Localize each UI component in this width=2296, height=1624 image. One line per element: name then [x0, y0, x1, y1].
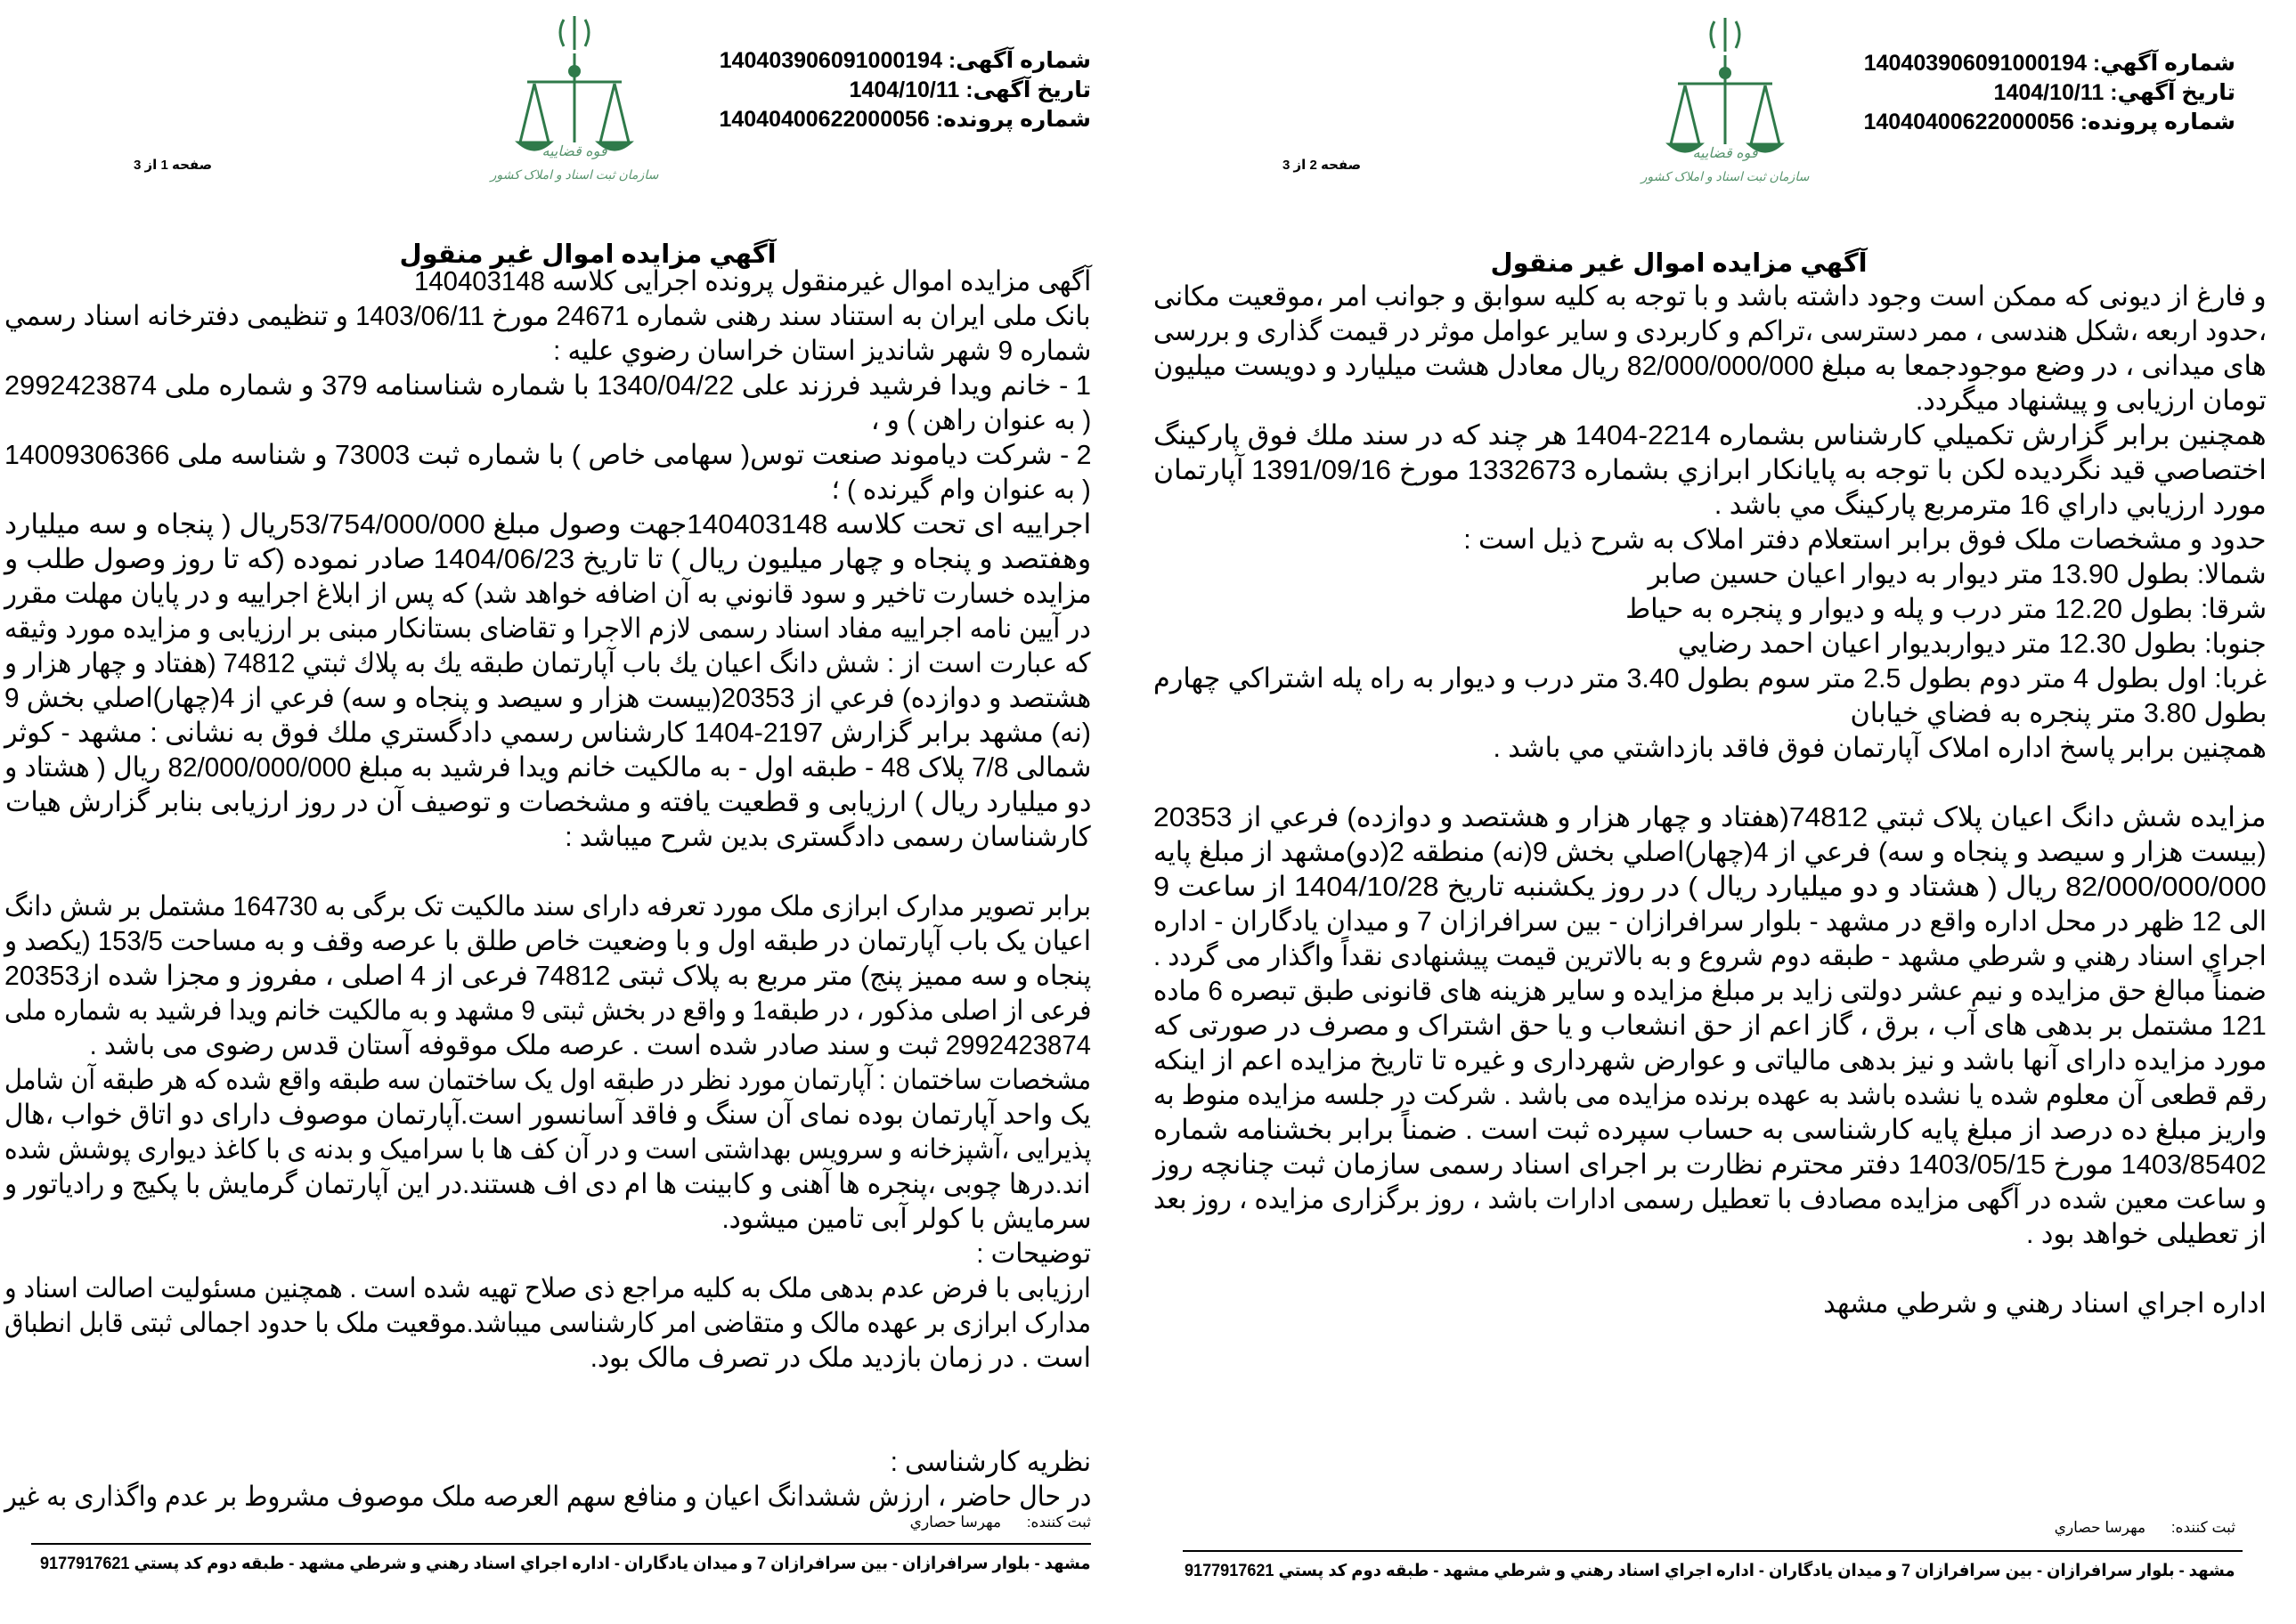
body-line-text: شمالا: بطول 13.90 متر دیوار به دیوار اعیان حسین صابر	[1648, 558, 2267, 589]
body-line	[1153, 383, 2267, 418]
footer-divider	[31, 1543, 1091, 1545]
body-line-text: (بیست هزار و سیصد و پنجاه و سه) فرعي از 4(چهار)اصلي بخش 9(نه) منطقه 2(دو)مشهد از مبلغ پایه	[1153, 836, 2267, 867]
body-line-text: رقم قطعی آن معلوم شده یا نشده باشد به عهده برنده مزایده می باشد . شرکت در جلسه مزایده منوط به	[1152, 1079, 2267, 1110]
notice-title: آگهي مزايده اموال غير منقول	[399, 240, 777, 269]
notice-body	[1153, 279, 2267, 1320]
body-line-text: اختصاصي قيد نگرديده لكن با توجه به پايانكار ابرازي بشماره 1332673 مورخ 1391/09/16 آپارتمان	[1153, 454, 2267, 485]
body-line	[1153, 1077, 2267, 1112]
body-line-text: در آیین نامه اجراییه مفاد اسناد رسمی لازم الاجرا و تقاضای بستانکار مبنی بر ارزیابی و مزایده مورد وثیقه	[4, 613, 1091, 644]
body-line-text: الی 12 ظهر در محل اداره واقع در مشهد - بلوار سرافرازان - بین سرافرازان 7 و میدان یادگاران - اداره	[1152, 905, 2267, 937]
body-line	[4, 611, 1091, 646]
body-line-text: از تعطیلی خواهد بود .	[2026, 1218, 2267, 1249]
body-line-text: بانک ملی ایران به استناد سند رهنی شماره 24671 مورخ 1403/06/11 و تنظیمی دفترخانه اسناد رسمي	[4, 300, 1091, 331]
body-line-text: تومان ارزیابی و پیشنهاد میگردد.	[1915, 385, 2267, 416]
body-line	[1153, 834, 2267, 869]
footer-address: مشهد - بلوار سرافرازان - بين سرافرازان 7 و ميدان يادگاران - اداره اجراي اسناد رهني و شرطي مشهد - طبقه دوم كد پستي 9177917621	[1185, 1562, 2235, 1580]
ad-number: شماره آگهي: 140403906091000194	[1863, 51, 2235, 76]
body-line-text: سرمایش با کولر آبی تامین میشود.	[721, 1203, 1091, 1234]
body-line-text: یک واحد آپارتمان بوده نمای آن سنگ و فاقد آسانسور است.آپارتمان موصوف دارای دو اتاق خواب ،هال	[4, 1099, 1091, 1130]
body-line-text: شماره 9 شهر شانديز استان خراسان رضوي علیه :	[552, 335, 1091, 366]
body-line-text: و ساعت معین شده در آگهی مزایده مصادف با تعطیل رسمی ادارات باشد ، روز برگزاری مزایده ، روز بعد	[1153, 1183, 2267, 1214]
body-line	[1153, 418, 2267, 452]
body-line-text: برابر تصویر مدارک ابرازی ملک مورد تعرفه دارای سند مالکیت تک برگی به 164730 مشتمل بر شش دانگ	[4, 890, 1092, 922]
body-line	[4, 1027, 1091, 1062]
body-line-text: ضمناً مبالغ حق مزایده و نیم عشر دولتی زاید بر مبلغ مزایده و سایر هزینه های قانونی طبق تبصره 6 ماده	[1153, 975, 2267, 1006]
body-line-text: مشخصات ساختمان : آپارتمان مورد نظر در طبقه اول یک ساختمان سه طبقه واقع شده که هر طبقه آن شامل	[4, 1064, 1091, 1095]
body-line-text: شمالی 7/8 پلاک 48 - طبقه اول - به مالکیت خانم ویدا فرشید به مبلغ 82/000/000/000 ریال ( هشتاد و	[4, 751, 1091, 783]
body-line-text: است . در زمان بازدید ملک در تصرف مالک بود.	[590, 1342, 1091, 1373]
body-line-text: نظریه کارشناسی :	[890, 1446, 1091, 1477]
registered-by-label: ثبت کننده:	[1026, 1514, 1091, 1531]
registered-by-name: مهرسا حصاري	[2054, 1519, 2146, 1536]
body-line	[1153, 1181, 2267, 1216]
body-line	[4, 646, 1091, 680]
body-line-text: 121 مشتمل بر بدهی های آب ، برق ، گاز اعم از حق انشعاب و یا حق اشتراک و مصرف در صورتی که	[1153, 1010, 2267, 1041]
body-line	[1153, 765, 2267, 800]
body-line	[1153, 869, 2267, 904]
logo-text-judiciary: قوه قضاییه	[1692, 146, 1758, 161]
body-line-text: و فارغ از دیونی که ممکن است وجود داشته باشد و با توجه به کلیه سوابق و جوانب امر ،موقعیت مکانی	[1153, 280, 2267, 312]
body-line	[1153, 1112, 2267, 1147]
body-line	[4, 819, 1091, 854]
body-line	[1153, 800, 2267, 834]
body-line-text: ارزیابی با فرض عدم بدهی ملک به کلیه مراجع ذی صلاح تهیه شده است . همچنین مسئولیت اصالت اسناد و	[4, 1272, 1091, 1303]
body-line	[4, 1305, 1091, 1340]
body-line	[4, 541, 1091, 576]
body-line	[4, 1097, 1091, 1132]
body-line	[4, 889, 1091, 923]
body-line-text: 82/000/000/000 ریال ( هشتاد و دو میلیارد ریال ) در روز یکشنبه تاریخ 1404/10/28 از ساعت 9	[1153, 871, 2267, 902]
body-line-text: همچنین برابر پاسخ اداره املاک آپارتمان فوق فاقد بازداشتي مي باشد .	[1493, 732, 2267, 763]
body-line	[4, 1062, 1091, 1097]
body-line-text: دو میلیارد ریال ) ارزیابی و قطعیت یافته و مشخصات و توصیف آن در روز ارزیابی بنابر گزارش هیات	[4, 786, 1091, 817]
body-line	[4, 264, 1091, 298]
body-line	[4, 576, 1091, 611]
body-line	[1153, 626, 2267, 661]
body-line-text: همچنين برابر گزارش تكميلي كارشناس بشماره 2214-1404 هر چند كه در سند ملك فوق پاركينگ	[1153, 419, 2267, 451]
body-line	[1153, 487, 2267, 522]
body-line	[1153, 1251, 2267, 1286]
body-line	[1153, 938, 2267, 973]
case-number: شماره پرونده: 14040400622000056	[1863, 110, 2235, 134]
body-line	[4, 333, 1091, 368]
body-line	[4, 923, 1091, 958]
body-line-text: پنجاه و سه ممیز پنج) متر مربع به پلاک ثبتی 74812 فرعی از 4 اصلی ، مفروز و مجزا شده از20353	[4, 960, 1091, 991]
body-line	[4, 1236, 1091, 1271]
body-line-text: غربا: اول بطول 4 متر دوم بطول 2.5 متر سوم بطول 3.40 متر درب و دیوار به راه پله اشتراكي چهارم	[1152, 662, 2267, 694]
judiciary-logo	[1641, 11, 1810, 198]
page-number: صفحه 1 از 3	[134, 158, 213, 173]
ad-number: شماره آگهی: 140403906091000194	[719, 48, 1091, 73]
body-line	[4, 1375, 1091, 1409]
body-line	[4, 715, 1091, 750]
body-line-text: اداره اجراي اسناد رهني و شرطي مشهد	[1823, 1287, 2267, 1319]
notice-header	[1863, 49, 2235, 137]
body-line-text: وهفتصد و پنجاه و چهار میلیون ریال ) تا تاریخ 1404/06/23 صادر نموده (که تا روز وصول طلب و	[4, 543, 1091, 574]
body-line-text: اجراي اسناد رهني و شرطي مشهد - طبقه دوم شروع و به بالاترین قیمت پیشنهادی نقداً واگذار می گردد .	[1153, 940, 2267, 971]
body-line	[4, 958, 1091, 993]
body-line-text: هشتصد و دوازده) فرعي از 20353(بيست هزار و سيصد و پنجاه و سه) فرعي از 4(چهار)اصلي بخش 9	[4, 682, 1091, 713]
judiciary-logo	[490, 9, 659, 196]
body-line-text: جنوبا: بطول 12.30 متر دیواربدیوار اعیان احمد رضایي	[1678, 628, 2267, 659]
body-line	[4, 680, 1091, 715]
body-line	[1153, 348, 2267, 383]
notice-header	[719, 46, 1091, 134]
body-line-text: مورد ارزيابي داراي 16 مترمربع پاركينگ مي باشد .	[1714, 489, 2267, 520]
body-line-text: مزایده شش دانگ اعیان پلاک ثبتي 74812(هفتاد و چهار هزار و هشتصد و دوازده) فرعي از 20353	[1153, 801, 2267, 832]
logo-text-registry: سازمان ثبت اسناد و املاک کشور	[490, 167, 659, 182]
body-line	[1153, 591, 2267, 626]
body-line	[4, 1479, 1091, 1514]
body-line	[1153, 1043, 2267, 1077]
ad-date: تاریخ آگهی: 1404/10/11	[849, 77, 1091, 102]
body-line	[4, 368, 1091, 402]
body-line	[1153, 904, 2267, 938]
notice-body	[4, 264, 1091, 1514]
body-line-text: شرقا: بطول 12.20 متر درب و پله و دیوار و پنجره به حیاط	[1624, 593, 2267, 624]
body-line	[4, 1444, 1091, 1479]
body-line	[1153, 1216, 2267, 1251]
body-line	[1153, 556, 2267, 591]
body-line	[4, 1409, 1091, 1444]
body-line-text: های میدانی ، در وضع موجودجمعا به مبلغ 82/000/000/000 ریال معادل هشت میلیارد و دویست میلیون	[1153, 350, 2267, 381]
body-line-text: که عبارت است از : شش دانگ اعيان يك باب آپارتمان طبقه يك به پلاك ثبتي 74812 (هفتاد و چهار هزار و	[4, 647, 1091, 678]
footer-divider	[1183, 1550, 2243, 1552]
body-line-text: در حال حاضر ، ارزش ششدانگ اعیان و منافع سهم العرصه ملک موصوف مشروط بر عدم واگذاری به غیر	[4, 1481, 1091, 1512]
body-line	[1153, 695, 2267, 730]
body-line-text: 2 - شرکت دیاموند صنعت توس( سهامی خاص ) با شماره ثبت 73003 و شناسه ملی 14009306366	[4, 439, 1091, 470]
body-line	[4, 1166, 1091, 1201]
body-line	[4, 437, 1091, 472]
body-line-text: (نه) مشهد برابر گزارش 2197-1404 كارشناس رسمي دادگستري ملك فوق به نشانی : مشهد - کوثر	[4, 717, 1091, 748]
body-line-text: ( به عنوان راهن ) و ،	[870, 404, 1091, 435]
body-line	[4, 750, 1091, 784]
body-line-text: پذیرایی ،آشپزخانه و سرویس بهداشتی است و در آن کف ها با سرامیک و بدنه ی با کاغذ دیواری پوشش شده	[4, 1133, 1091, 1165]
body-line	[4, 1132, 1091, 1166]
body-line	[1153, 973, 2267, 1008]
body-line-text: واریز مبلغ ده درصد از مبلغ پایه کارشناسی به حساب سپرده ثبت است . ضمناً برابر بخشنامه شماره	[1152, 1114, 2267, 1145]
document-page-2	[1149, 0, 2296, 1624]
body-line	[1153, 1008, 2267, 1043]
body-line-text: ( به عنوان وام گیرنده ) ؛	[831, 474, 1091, 505]
registered-by-label: ثبت کننده:	[2170, 1519, 2235, 1536]
body-line	[4, 784, 1091, 819]
body-line	[1153, 313, 2267, 348]
registered-by	[2055, 1519, 2235, 1537]
body-line	[4, 993, 1091, 1027]
body-line	[1153, 730, 2267, 765]
body-line-text: توضیحات :	[976, 1238, 1091, 1269]
body-line	[4, 402, 1091, 437]
body-line-text: ،حدود اربعه ،شکل هندسی ، ممر دسترسی ،تراکم و کاربردی و سایر عوامل موثر در قیمت گذاری و بررسی	[1152, 315, 2267, 346]
body-line-text: 2992423874 ثبت و سند صادر شده است . عرصه ملک موقوفه آستان قدس رضوی می باشد .	[89, 1029, 1091, 1060]
body-line-text: آگهی مزایده اموال غیرمنقول پرونده اجرایی کلاسه 140403148	[413, 265, 1091, 296]
notice-title: آگهي مزايده اموال غير منقول	[1490, 249, 1868, 278]
registered-by	[910, 1514, 1091, 1531]
body-line-text: مزایده خسارت تاخیر و سود قانوني به آن اضافه خواهد شد) که پس از ابلاغ اجراییه و در پایان مهلت مقرر	[4, 578, 1091, 609]
body-line-text: کارشناسان رسمی دادگستری بدین شرح میباشد :	[565, 821, 1091, 852]
body-line	[4, 507, 1091, 541]
body-line	[4, 1340, 1091, 1375]
body-line	[1153, 1147, 2267, 1181]
body-line	[1153, 1286, 2267, 1320]
body-line-text: 1403/85402 مورخ 1403/05/15 دفتر محترم نظارت بر اجرای اسناد رسمی سازمان ثبت چنانچه روز	[1153, 1149, 2267, 1180]
body-line-text: حدود و مشخصات ملک فوق برابر استعلام دفتر املاک به شرح ذیل است :	[1463, 524, 2267, 555]
body-line	[1153, 522, 2267, 556]
body-line	[4, 1271, 1091, 1305]
body-line	[1153, 452, 2267, 487]
body-line	[4, 472, 1091, 507]
logo-text-registry: سازمان ثبت اسناد و املاک کشور	[1641, 169, 1810, 183]
ad-date: تاریخ آگهي: 1404/10/11	[1993, 80, 2235, 105]
body-line	[4, 1201, 1091, 1236]
body-line-text: اند.درها چوبی ،پنجره ها آهنی و کابینت ها ام دی اف هستند.در این آپارتمان گرمایش با پکیج و رادیاتور و	[4, 1168, 1091, 1199]
body-line-text: اجراییه ای تحت کلاسه 140403148جهت وصول مبلغ 53/754/000/000ریال ( پنجاه و سه میلیارد	[4, 508, 1091, 540]
logo-text-judiciary: قوه قضاییه	[541, 144, 607, 159]
body-line-text: فرعی از اصلی مذکور ، در طبقه1 و واقع در بخش ثبتی 9 مشهد و به مالکیت خانم ویدا فرشید به شماره ملی	[4, 995, 1091, 1026]
body-line	[1153, 279, 2267, 313]
registered-by-name: مهرسا حصاري	[909, 1514, 1002, 1531]
body-line-text: 1 - خانم ویدا فرشید فرزند علی 1340/04/22 با شماره شناسنامه 379 و شماره ملی 2992423874	[4, 369, 1091, 401]
body-line-text: مورد مزایده دارای آنها باشد و نیز بدهی مالیاتی و عوارض شهرداری و غیره تا تاریخ مزایده اعم از اینکه	[1152, 1044, 2267, 1076]
body-line-text: اعیان یک باب آپارتمان در طبقه اول و با وضعیت خاص طلق با عرصه وقف و به مساحت 153/5 (یکصد و	[4, 925, 1092, 956]
body-line-text: بطول 3.80 متر پنجره به فضاي خيابان	[1849, 697, 2267, 728]
body-line	[4, 854, 1091, 889]
body-line-text: مدارک ابرازی بر عهده مالک و متقاضی امر کارشناسی میباشد.موقعیت ملک با حدود اجمالی ثبتی قابل انطباق	[4, 1307, 1091, 1338]
body-line	[1153, 661, 2267, 695]
case-number: شماره پرونده: 14040400622000056	[719, 107, 1091, 132]
footer-address: مشهد - بلوار سرافرازان - بين سرافرازان 7 و ميدان يادگاران - اداره اجراي اسناد رهني و شرطي مشهد - طبقه دوم كد پستي 9177917621	[40, 1555, 1091, 1573]
page-number: صفحه 2 از 3	[1282, 158, 1362, 173]
body-line	[4, 298, 1091, 333]
